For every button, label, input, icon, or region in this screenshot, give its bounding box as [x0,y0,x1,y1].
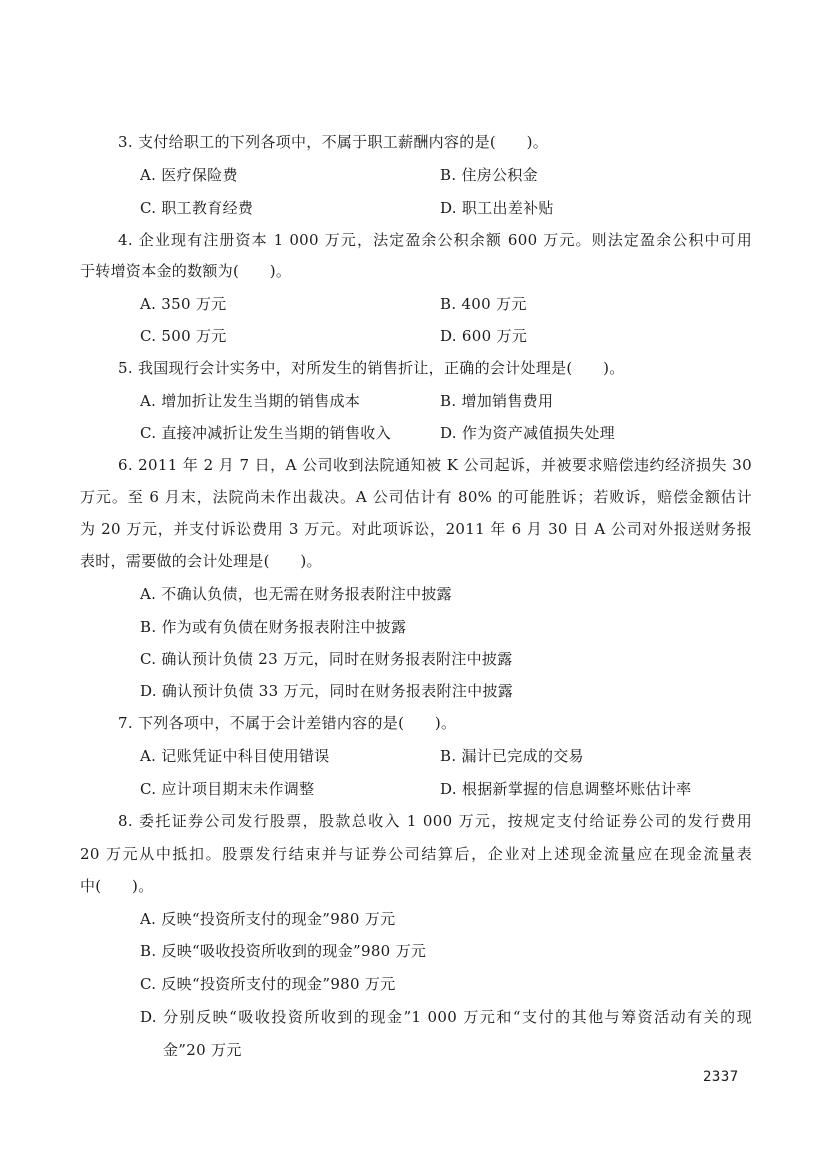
question-8-option-d-line-1: D. 分别反映“吸收投资所收到的现金”1 000 万元和“支付的其他与筹资活动有关的现 [140,1008,752,1026]
question-8-stem-line-1: 8. 委托证券公司发行股票，股款总收入 1 000 万元，按规定支付给证券公司的发行费用 [118,812,752,830]
question-8-option-b: B. 反映“吸收投资所收到的现金”980 万元 [140,942,427,960]
question-7-stem: 7. 下列各项中，不属于会计差错内容的是( )。 [118,714,457,732]
question-8-stem-line-3: 中( )。 [80,877,154,895]
question-8-option-a: A. 反映“投资所支付的现金”980 万元 [140,910,396,928]
question-4-option-d: D. 600 万元 [440,327,528,345]
question-4-option-a: A. 350 万元 [140,295,227,313]
question-8-option-d-line-2: 金”20 万元 [163,1041,242,1059]
question-8-stem-line-2: 20 万元从中抵扣。股票发行结束并与证券公司结算后，企业对上述现金流量应在现金流量表 [80,845,752,863]
question-6-option-c: C. 确认预计负债 23 万元，同时在财务报表附注中披露 [140,650,513,668]
question-5-option-c: C. 直接冲减折让发生当期的销售收入 [140,424,391,442]
question-6-option-a: A. 不确认负债，也无需在财务报表附注中披露 [140,585,452,603]
question-4-stem-line-2: 于转增资本金的数额为( )。 [80,262,292,280]
question-7-option-c: C. 应计项目期末未作调整 [140,780,315,798]
question-3-option-c: C. 职工教育经费 [140,199,254,217]
question-5-stem: 5. 我国现行会计实务中，对所发生的销售折让，正确的会计处理是( )。 [118,359,625,377]
question-6-option-d: D. 确认预计负债 33 万元，同时在财务报表附注中披露 [140,682,514,700]
question-6-stem-line-4: 表时，需要做的会计处理是( )。 [80,552,322,570]
question-3-option-b: B. 住房公积金 [440,166,538,184]
question-6-stem-line-1: 6. 2011 年 2 月 7 日，A 公司收到法院通知被 K 公司起诉，并被要求赔偿违约经济损失 30 [118,456,752,474]
question-3-option-d: D. 职工出差补贴 [440,199,554,217]
question-6-option-b: B. 作为或有负债在财务报表附注中披露 [140,618,407,636]
question-3-option-a: A. 医疗保险费 [140,166,238,184]
question-4-option-c: C. 500 万元 [140,327,227,345]
question-6-stem-line-2: 万元。至 6 月末，法院尚未作出裁决。A 公司估计有 80% 的可能胜诉；若败诉，赔偿金额估计 [80,488,752,506]
question-4-stem-line-1: 4. 企业现有注册资本 1 000 万元，法定盈余公积余额 600 万元。则法定盈余公积中可用 [118,231,752,249]
question-6-stem-line-3: 为 20 万元，并支付诉讼费用 3 万元。对此项诉讼，2011 年 6 月 30 日 A 公司对外报送财务报 [80,520,752,538]
question-7-option-b: B. 漏计已完成的交易 [440,747,584,765]
question-3-stem: 3. 支付给职工的下列各项中，不属于职工薪酬内容的是( )。 [118,133,549,151]
question-5-option-a: A. 增加折让发生当期的销售成本 [140,392,361,410]
question-8-option-c: C. 反映“投资所支付的现金”980 万元 [140,975,396,993]
question-5-option-b: B. 增加销售费用 [440,392,554,410]
question-7-option-a: A. 记账凭证中科目使用错误 [140,747,330,765]
page-number: 2337 [703,1069,739,1085]
question-4-option-b: B. 400 万元 [440,295,527,313]
question-5-option-d: D. 作为资产减值损失处理 [440,424,615,442]
question-7-option-d: D. 根据新掌握的信息调整坏账估计率 [440,780,692,798]
